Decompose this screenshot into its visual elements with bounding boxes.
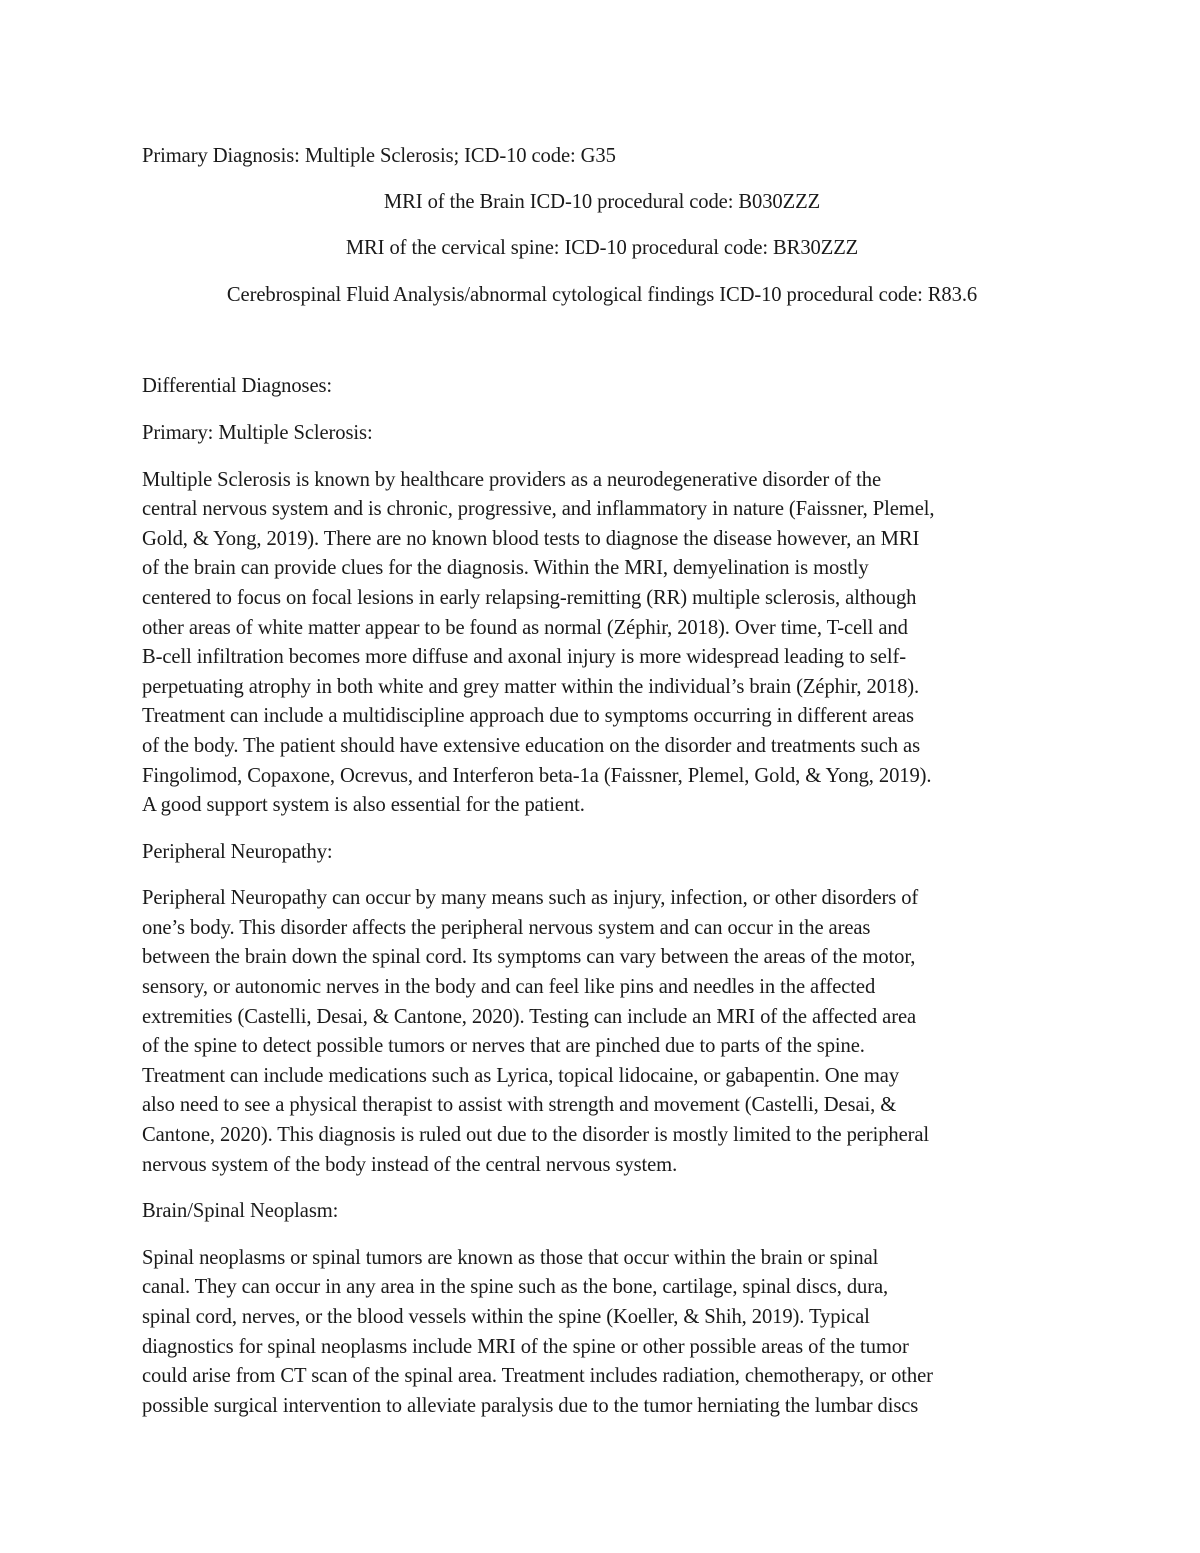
paragraph-line: B-cell infiltration becomes more diffuse and axonal injury is more widespread leading to self- [142, 646, 906, 669]
spacer [142, 310, 1062, 372]
paragraph-line: Fingolimod, Copaxone, Ocrevus, and Interferon beta-1a (Faissner, Plemel, Gold, & Yong, 2019). [142, 764, 932, 787]
document-body [142, 142, 1062, 1421]
paragraph-line: extremities (Castelli, Desai, & Cantone, 2020). Testing can include an MRI of the affected area [142, 1005, 917, 1028]
paragraph-line: other areas of white matter appear to be found as normal (Zéphir, 2018). Over time, T-cell and [142, 616, 908, 639]
paragraph-line: Treatment can include medications such as Lyrica, topical lidocaine, or gabapentin. One may [142, 1064, 900, 1087]
paragraph-line: of the body. The patient should have extensive education on the disorder and treatments such as [142, 734, 920, 757]
section-heading-multiple-sclerosis: Primary: Multiple Sclerosis: [142, 421, 373, 444]
paragraph-line: Peripheral Neuropathy can occur by many means such as injury, infection, or other disorders of [142, 887, 919, 910]
paragraph-line: could arise from CT scan of the spinal area. Treatment includes radiation, chemotherapy, or other [142, 1365, 933, 1388]
paragraph-line: spinal cord, nerves, or the blood vessels within the spine (Koeller, & Shih, 2019). Typical [142, 1306, 870, 1328]
paragraph-line: canal. They can occur in any area in the spine such as the bone, cartilage, spinal discs, dura, [142, 1276, 889, 1299]
paragraph-line: perpetuating atrophy in both white and grey matter within the individual’s brain (Zéphir, 2018). [142, 675, 920, 698]
paragraph-line: possible surgical intervention to alleviate paralysis due to the tumor herniating the lumbar discs [142, 1394, 919, 1417]
primary-diagnosis-line: Primary Diagnosis: Multiple Sclerosis; ICD-10 code: G35 [142, 145, 616, 167]
paragraph-line: Cantone, 2020). This diagnosis is ruled out due to the disorder is mostly limited to the peripheral [142, 1124, 930, 1147]
paragraph-brain-spinal-neoplasm [142, 1244, 1062, 1422]
paragraph-line: between the brain down the spinal cord. Its symptoms can vary between the areas of the motor, [142, 946, 916, 969]
paragraph-line: Treatment can include a multidiscipline approach due to symptoms occurring in different areas [142, 705, 914, 728]
paragraph-line: of the spine to detect possible tumors or nerves that are pinched due to parts of the spine. [142, 1035, 865, 1058]
section-heading-brain-spinal-neoplasm: Brain/Spinal Neoplasm: [142, 1200, 339, 1223]
paragraph-line: central nervous system and is chronic, progressive, and inflammatory in nature (Faissner, Plemel, [142, 498, 935, 521]
paragraph-line: Multiple Sclerosis is known by healthcare providers as a neurodegenerative disorder of the [142, 468, 882, 491]
section-heading-peripheral-neuropathy: Peripheral Neuropathy: [142, 840, 333, 863]
procedure-code-mri-brain: MRI of the Brain ICD-10 procedural code: B030ZZZ [383, 190, 821, 213]
differential-diagnoses-heading: Differential Diagnoses: [142, 375, 333, 398]
paragraph-multiple-sclerosis [142, 466, 1062, 821]
paragraph-line: Spinal neoplasms or spinal tumors are known as those that occur within the brain or spinal [142, 1246, 879, 1269]
paragraph-line: A good support system is also essential for the patient. [142, 794, 585, 817]
paragraph-line: centered to focus on focal lesions in early relapsing-remitting (RR) multiple sclerosis, although [142, 586, 917, 609]
procedure-code-mri-cervical: MRI of the cervical spine: ICD-10 procedural code: BR30ZZZ [345, 237, 859, 260]
procedure-codes [142, 188, 1062, 311]
paragraph-line: also need to see a physical therapist to assist with strength and movement (Castelli, Desai, & [142, 1094, 897, 1117]
paragraph-line: nervous system of the body instead of the central nervous system. [142, 1153, 678, 1176]
paragraph-line: sensory, or autonomic nerves in the body and can feel like pins and needles in the affected [142, 976, 876, 999]
paragraph-line: diagnostics for spinal neoplasms include MRI of the spine or other possible areas of the tumor [142, 1335, 909, 1358]
procedure-code-csf-analysis: Cerebrospinal Fluid Analysis/abnormal cytological findings ICD-10 procedural code: R83.6 [226, 283, 978, 306]
paragraph-line: of the brain can provide clues for the diagnosis. Within the MRI, demyelination is mostly [142, 557, 869, 580]
paragraph-peripheral-neuropathy [142, 884, 1062, 1180]
paragraph-line: Gold, & Yong, 2019). There are no known blood tests to diagnose the disease however, an MRI [142, 527, 920, 550]
paragraph-line: one’s body. This disorder affects the peripheral nervous system and can occur in the areas [142, 916, 871, 939]
